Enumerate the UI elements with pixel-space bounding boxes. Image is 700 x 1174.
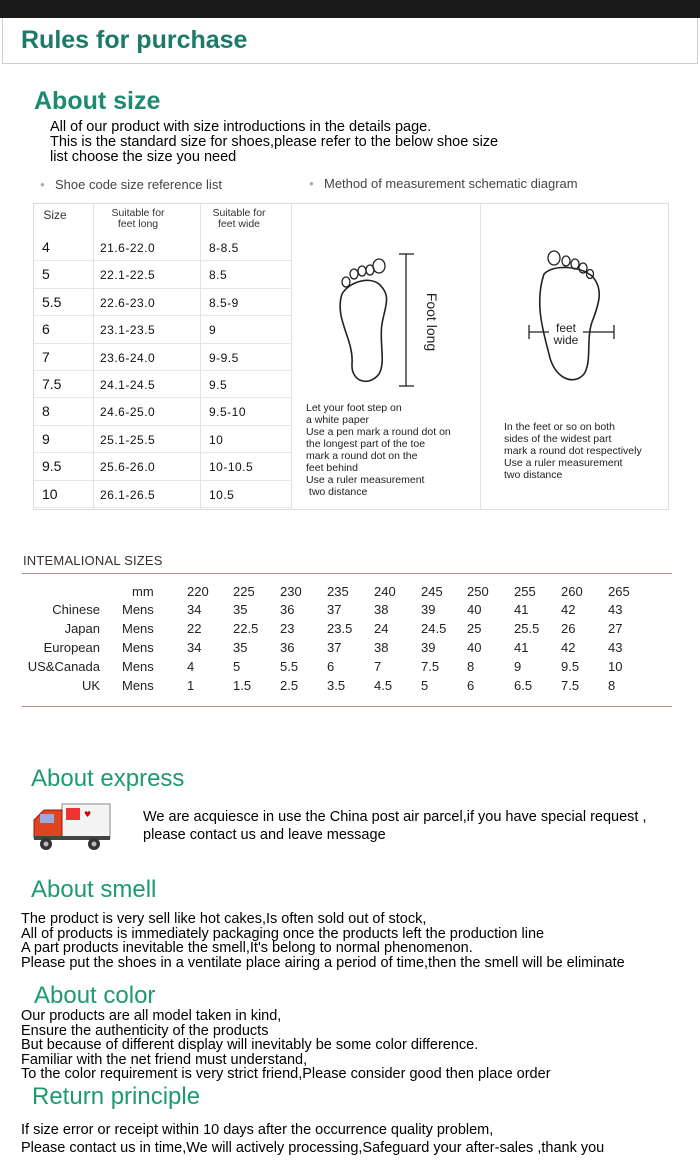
smell-line: The product is very sell like hot cakes,Is often sold out of stock, <box>21 911 427 927</box>
delivery-truck-icon <box>32 800 112 852</box>
size-value-cell: 40 <box>467 602 482 617</box>
region-label: Chinese <box>52 602 100 617</box>
foot-long-instructions: Let your foot step on a white paper Use a pen mark a round dot on the longest part of the toe mark a round dot on the feet behind Use a ruler measurement two distance <box>306 402 451 498</box>
express-text <box>143 808 647 844</box>
feet-wide-cell: 9.5 <box>209 378 228 392</box>
intl-row <box>0 621 700 640</box>
mm-cell: 230 <box>280 584 302 599</box>
size-value-cell: 39 <box>421 640 436 655</box>
feet-wide-cell: 8-8.5 <box>209 241 239 255</box>
size-table-row <box>34 234 291 261</box>
size-value-cell: 10 <box>608 659 623 674</box>
size-value-cell: 7 <box>374 659 382 674</box>
smell-line: All of products is immediately packaging once the products left the production line <box>21 925 545 942</box>
size-value-cell: 8 <box>467 659 475 674</box>
mm-label: mm <box>132 584 154 599</box>
region-label: UK <box>81 678 100 693</box>
size-cell: 9.5 <box>42 458 62 475</box>
size-value-cell: 36 <box>280 602 295 617</box>
feet-long-cell: 22.6-23.0 <box>100 295 156 310</box>
size-cell: 5 <box>42 266 50 283</box>
feet-long-cell: 21.6-22.0 <box>100 241 156 255</box>
color-line: Our products are all model taken in kind, <box>21 1008 282 1024</box>
size-table-row <box>34 453 291 480</box>
smell-text <box>21 912 625 970</box>
size-value-cell: 24.5 <box>421 621 447 636</box>
smell-line: A part products inevitable the smell,It's belong to normal phenomenon. <box>21 940 473 956</box>
size-value-cell: 35 <box>233 640 248 655</box>
mm-cell: 220 <box>187 584 209 599</box>
size-value-cell: 4.5 <box>374 678 393 693</box>
about-size-title: About size <box>34 87 161 115</box>
express-line: please contact us and leave message <box>143 827 386 843</box>
size-value-cell: 35 <box>233 602 248 617</box>
feet-long-cell: 24.6-25.0 <box>100 405 156 420</box>
size-value-cell: 7.5 <box>561 678 580 693</box>
size-value-cell: 8 <box>608 678 616 693</box>
gender-label: Mens <box>122 678 154 693</box>
size-value-cell: 43 <box>608 640 623 655</box>
size-value-cell: 37 <box>327 640 342 655</box>
intl-row <box>0 659 700 678</box>
return-principle-title: Return principle <box>32 1083 201 1110</box>
size-value-cell: 34 <box>187 640 202 655</box>
size-value-cell: 25.5 <box>514 621 540 636</box>
feet-wide-instructions: In the feet or so on both sides of the widest part mark a round dot respectively Use a ruler measurement two distance <box>504 421 642 481</box>
size-cell: 7 <box>42 348 50 365</box>
size-value-cell: 37 <box>327 602 342 617</box>
divider-line <box>22 706 672 707</box>
size-value-cell: 9.5 <box>561 659 580 674</box>
size-value-cell: 6 <box>467 678 475 693</box>
size-cell: 7.5 <box>42 376 62 392</box>
intl-row <box>0 602 700 621</box>
mm-cell: 225 <box>233 584 255 599</box>
about-express-title: About express <box>31 765 185 792</box>
size-value-cell: 23 <box>280 621 295 636</box>
size-table-row <box>34 398 291 425</box>
divider-line <box>22 573 672 574</box>
size-table-title: ● Shoe code size reference list <box>55 177 222 192</box>
feet-wide-cell: 9-9.5 <box>209 350 239 365</box>
size-value-cell: 6 <box>327 659 335 674</box>
feet-wide-header: Suitable for feet wide <box>212 207 266 230</box>
foot-long-label: Foot long <box>420 287 440 357</box>
intl-sizes-title: INTEMALIONAL SIZES <box>23 553 163 568</box>
mm-cell: 265 <box>608 584 630 599</box>
size-value-cell: 27 <box>608 621 623 636</box>
feet-wide-cell: 10 <box>209 432 224 447</box>
size-value-cell: 36 <box>280 640 295 655</box>
intl-header-row <box>0 584 700 603</box>
top-bar <box>0 0 700 18</box>
feet-wide-cell: 8.5-9 <box>209 295 239 310</box>
feet-long-cell: 24.1-24.5 <box>100 378 156 392</box>
size-value-cell: 43 <box>608 602 623 617</box>
size-table-row <box>34 289 291 316</box>
size-table-row <box>34 261 291 288</box>
size-value-cell: 2.5 <box>280 678 299 693</box>
return-line: If size error or receipt within 10 days after the occurrence quality problem, <box>21 1122 494 1138</box>
column-divider <box>480 204 481 509</box>
about-size-intro <box>50 120 498 165</box>
about-color-title: About color <box>34 982 156 1009</box>
color-line: Familiar with the net friend must understand, <box>21 1051 308 1068</box>
size-value-cell: 42 <box>561 602 576 617</box>
feet-wide-cell: 8.5 <box>209 268 228 283</box>
size-value-cell: 9 <box>514 659 522 674</box>
intl-row <box>0 678 700 697</box>
express-line: We are acquiesce in use the China post air parcel,if you have special request , <box>143 809 647 825</box>
feet-wide-label: feet wide <box>549 322 583 346</box>
feet-long-cell: 22.1-22.5 <box>100 268 156 283</box>
size-value-cell: 39 <box>421 602 436 617</box>
size-cell: 5.5 <box>42 293 62 310</box>
size-value-cell: 7.5 <box>421 659 440 674</box>
size-table-row <box>34 316 291 343</box>
feet-wide-cell: 9.5-10 <box>209 405 247 420</box>
size-table-row <box>34 344 291 371</box>
intro-line: list choose the size you need <box>50 149 237 165</box>
feet-long-cell: 25.1-25.5 <box>100 432 156 447</box>
page-title: Rules for purchase <box>21 26 248 54</box>
foot-long-diagram-icon <box>324 244 424 394</box>
mm-cell: 255 <box>514 584 536 599</box>
mm-cell: 240 <box>374 584 396 599</box>
feet-long-cell: 23.1-23.5 <box>100 323 156 338</box>
size-cell: 10 <box>42 485 58 502</box>
feet-wide-cell: 10-10.5 <box>209 460 254 475</box>
size-value-cell: 4 <box>187 659 195 674</box>
size-reference-box <box>33 203 669 510</box>
header <box>2 18 698 64</box>
feet-long-cell: 25.6-26.0 <box>100 460 156 475</box>
size-value-cell: 41 <box>514 640 529 655</box>
gender-label: Mens <box>122 621 154 636</box>
size-value-cell: 3.5 <box>327 678 346 693</box>
intro-line: All of our product with size introductions in the details page. <box>50 119 432 135</box>
size-value-cell: 5 <box>233 659 241 674</box>
region-label: Japan <box>64 621 100 636</box>
diagram-title: ● Method of measurement schematic diagram <box>324 176 578 191</box>
region-label: US&Canada <box>27 659 100 674</box>
mm-cell: 245 <box>421 584 443 599</box>
size-value-cell: 42 <box>561 640 576 655</box>
size-table-row <box>34 371 291 398</box>
intro-line: This is the standard size for shoes,please refer to the below shoe size <box>50 134 499 150</box>
feet-long-header: Suitable for feet long <box>111 207 165 230</box>
feet-wide-cell: 9 <box>209 323 217 338</box>
about-smell-title: About smell <box>31 876 157 903</box>
size-value-cell: 34 <box>187 602 202 617</box>
size-cell: 6 <box>42 321 50 338</box>
mm-cell: 235 <box>327 584 349 599</box>
size-value-cell: 22 <box>187 621 202 636</box>
color-line: Ensure the authenticity of the products <box>21 1022 269 1039</box>
return-line: Please contact us in time,We will actively processing,Safeguard your after-sales ,thank you <box>21 1140 605 1156</box>
color-line: To the color requirement is very strict friend,Please consider good then place order <box>21 1066 551 1082</box>
color-text <box>21 1009 551 1082</box>
size-table-row <box>34 426 291 453</box>
size-value-cell: 1 <box>187 678 195 693</box>
size-value-cell: 5.5 <box>280 659 299 674</box>
size-cell: 9 <box>42 430 50 447</box>
size-value-cell: 6.5 <box>514 678 533 693</box>
feet-wide-diagram-icon <box>524 244 634 394</box>
size-header: Size <box>43 208 67 222</box>
gender-label: Mens <box>122 659 154 674</box>
size-value-cell: 38 <box>374 602 389 617</box>
gender-label: Mens <box>122 640 154 655</box>
size-value-cell: 22.5 <box>233 621 259 636</box>
region-label: European <box>43 640 100 655</box>
size-value-cell: 41 <box>514 602 529 617</box>
feet-long-cell: 23.6-24.0 <box>100 350 156 365</box>
size-value-cell: 26 <box>561 621 576 636</box>
size-cell: 4 <box>42 239 50 255</box>
column-divider <box>291 204 292 509</box>
size-value-cell: 38 <box>374 640 389 655</box>
smell-line: Please put the shoes in a ventilate place airing a period of time,then the smell will be eliminate <box>21 954 625 971</box>
size-value-cell: 5 <box>421 678 429 693</box>
size-table-row <box>34 481 291 508</box>
size-value-cell: 1.5 <box>233 678 252 693</box>
feet-long-cell: 26.1-26.5 <box>100 487 156 502</box>
size-value-cell: 25 <box>467 621 482 636</box>
size-value-cell: 24 <box>374 621 389 636</box>
svg-text:♥: ♥ <box>84 810 92 819</box>
size-value-cell: 40 <box>467 640 482 655</box>
size-cell: 8 <box>42 403 50 420</box>
return-text <box>21 1121 604 1157</box>
mm-cell: 250 <box>467 584 489 599</box>
gender-label: Mens <box>122 602 154 617</box>
feet-wide-cell: 10.5 <box>209 487 235 502</box>
mm-cell: 260 <box>561 584 583 599</box>
intl-row <box>0 640 700 659</box>
color-line: But because of different display will inevitably be some color difference. <box>21 1037 479 1053</box>
size-value-cell: 23.5 <box>327 621 353 636</box>
